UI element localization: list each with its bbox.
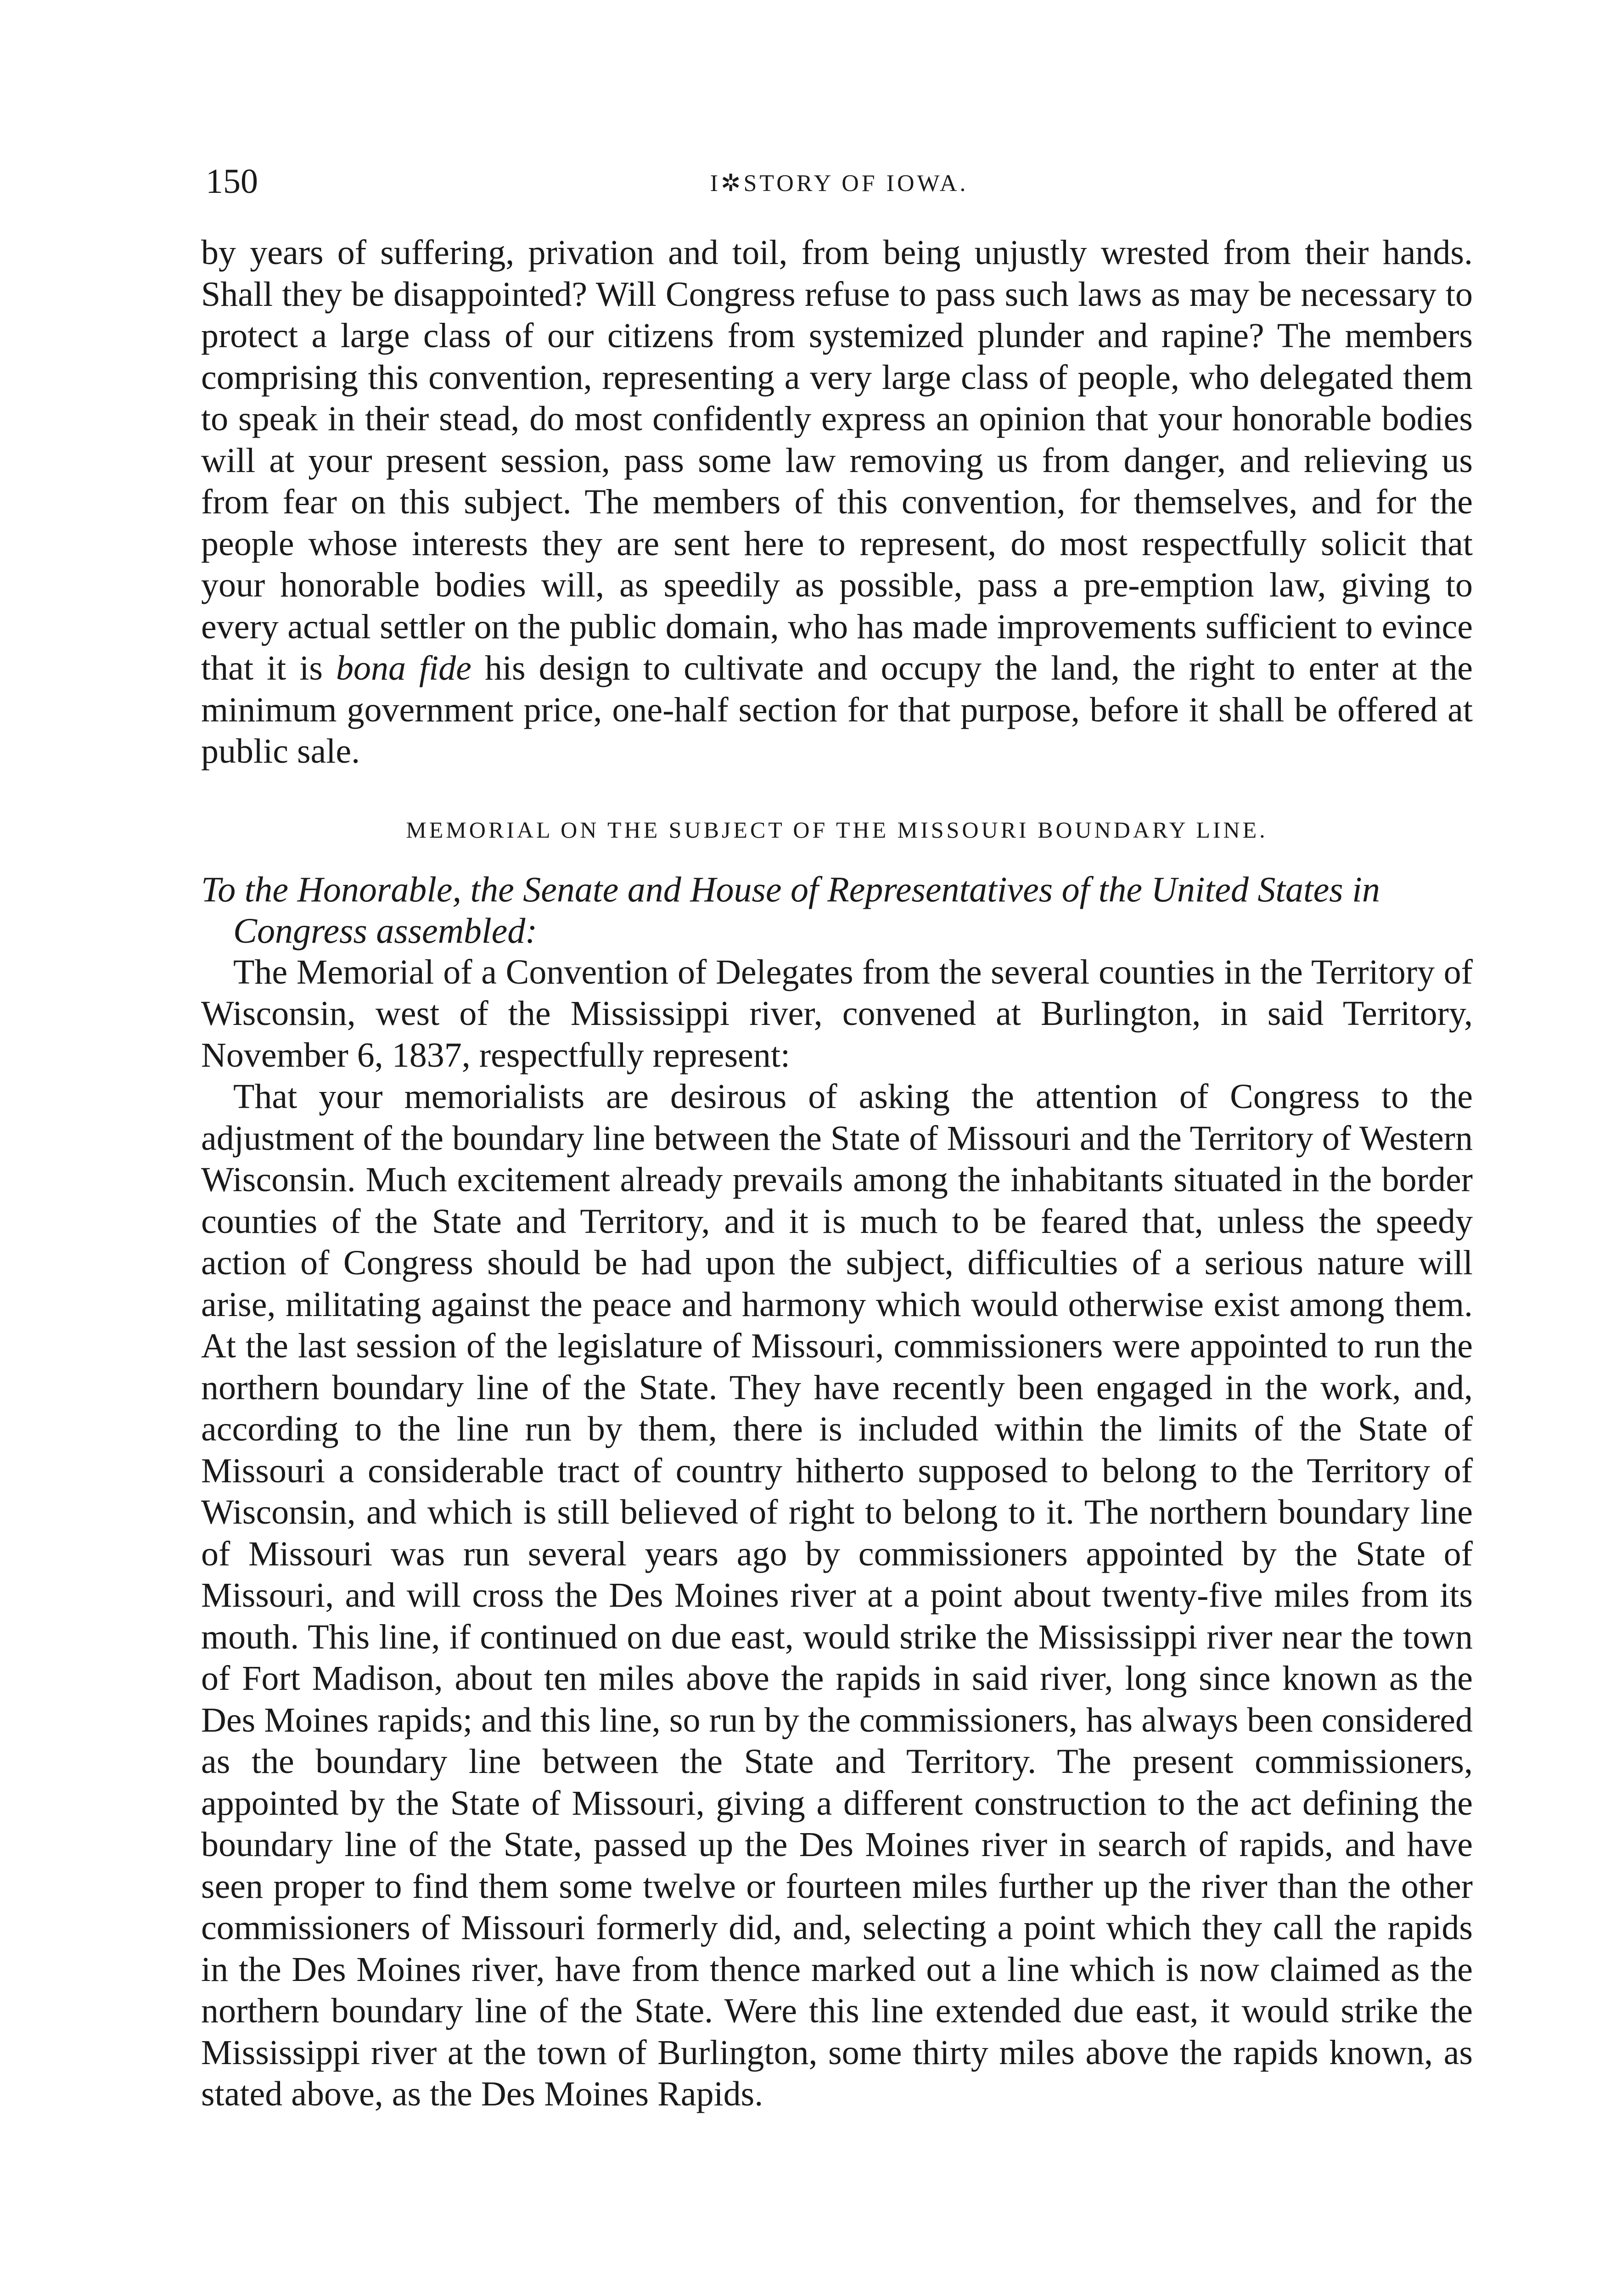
memorial-heading: MEMORIAL ON THE SUBJECT OF THE MISSOURI BOUNDARY LINE.: [406, 816, 1268, 843]
continuation-paragraph: [201, 232, 1473, 772]
main-paragraph: That your memorialists are desirous of asking the attention of Congress to the adjustment of the boundary line between the State of Missouri and the Territory of Western Wisconsin. Much excitement already prevails among the inhabitants situated in the border counties of the State and Territory, and it is much to be feared that, unless the speedy action of Congress should be had upon the subject, difficulties of a serious nature will arise, militating against the peace and harmony which would otherwise exist among them. At the last session of the legislature of Missouri, commissioners were appointed to run the northern boundary line of the State. They have recently been engaged in the work, and, according to the line run by them, there is included within the limits of the State of Missouri a considerable tract of country hitherto supposed to belong to the Territory of Wisconsin, and which is still believed of right to belong to it. The northern boundary line of Missouri was run several years ago by commissioners appointed by the State of Missouri, and will cross the Des Moines river at a point about twenty-five miles from its mouth. This line, if continued on due east, would strike the Mississippi river near the town of Fort Madison, about ten miles above the rapids in said river, long since known as the Des Moines rapids; and this line, so run by the commissioners, has always been considered as the boundary line between the State and Territory. The present commissioners, appointed by the State of Missouri, giving a different construction to the act defining the boundary line of the State, passed up the Des Moines river in search of rapids, and have seen proper to find them some twelve or fourteen miles further up the river than the other commissioners of Missouri formerly did, and, selecting a point which they call the rapids in the Des Moines river, have from thence marked out a line which is now claimed as the northern boundary line of the State. Were this line extended due east, it would strike the Mississippi river at the town of Burlington, some thirty miles above the rapids known, as stated above, as the Des Moines Rapids.: [201, 1077, 1473, 2113]
continuation-text: by years of suffering, privation and toil, from being unjustly wrested from their hands. Shall they be disappointed? Will Congress refuse to pass such laws as may be necessary to protect a large class of our citizens from systemized plunder and rapine? The members comprising this convention, representing a very large class of people, who delegated them to speak in their stead, do most confidently express an opinion that your honorable bodies will at your present session, pass some law removing us from danger, and relieving us from fear on this subject. The members of this convention, for themselves, and for the people whose interests they are sent here to represent, do most respectfully solicit that your honorable bodies will, as speedily as possible, pass a pre-emption law, giving to every actual settler on the public domain, who has made improvements sufficient to evince that it is: [201, 233, 1473, 687]
running-title: I✲STORY OF IOWA.: [710, 170, 969, 197]
continuation-text-end: his design to cultivate and occupy the land, the right to enter at the minimum government price, one-half section for that purpose, before it shall be offered at public sale.: [201, 649, 1473, 771]
page-number: 150: [206, 162, 258, 201]
italic-phrase: bona fide: [336, 649, 471, 687]
address-line: To the Honorable, the Senate and House of Representatives of the United States in Congress assembled:: [201, 869, 1380, 951]
running-head: [206, 163, 1473, 200]
intro-paragraph: The Memorial of a Convention of Delegates from the several counties in the Territory of Wisconsin, west of the Mississippi river, convened at Burlington, in said Territory, November 6, 1837, respectfully represent:: [201, 952, 1473, 1075]
body-text: [201, 232, 1473, 2115]
